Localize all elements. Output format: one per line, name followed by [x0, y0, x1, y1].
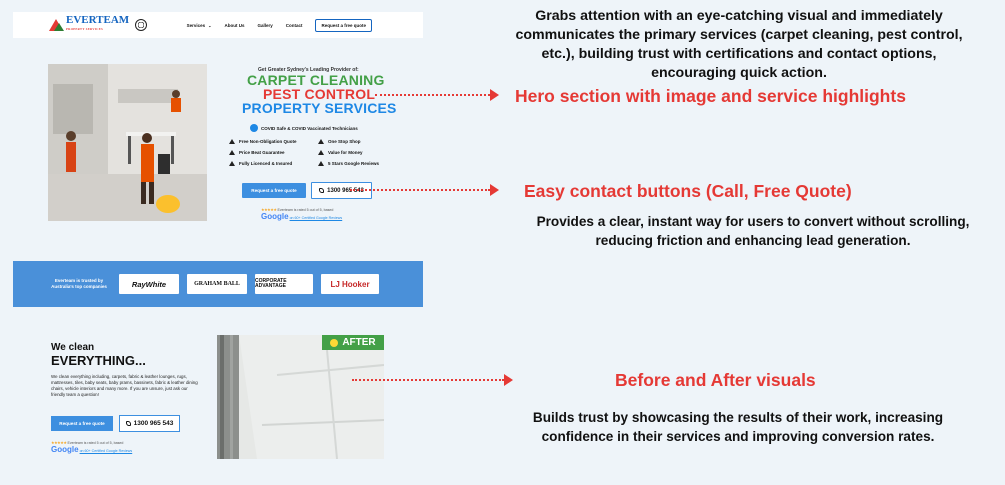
everything-heading: EVERYTHING...	[51, 353, 146, 368]
feature-label: 5 Stars Google Reviews	[328, 161, 380, 166]
google-logo-icon: Google	[51, 445, 79, 454]
reviews-link[interactable]: on 60+ Certified Google Reviews	[289, 216, 343, 220]
star-rating-icon: ★★★★★	[51, 440, 67, 445]
rating-text: Everteam is rated 5 out of 5, based	[67, 441, 124, 445]
logo-tagline: PROPERTY SERVICES	[66, 27, 104, 31]
after-badge	[322, 335, 384, 350]
service-carpet-cleaning: CARPET CLEANING	[247, 72, 385, 88]
phone-icon	[126, 421, 131, 426]
google-logo-icon: Google	[261, 212, 289, 221]
shield-check-icon	[250, 124, 258, 132]
contact-arrow-icon	[350, 185, 500, 195]
trusted-by-text: Everteam is trusted by Australia's top companies	[51, 278, 107, 289]
service-pest-control: PEST CONTROL	[263, 86, 376, 102]
nav-menu	[187, 19, 385, 32]
before-after-arrow-icon	[352, 375, 514, 385]
bullet-icon	[229, 161, 235, 166]
logo-name: EVERTEAM	[66, 14, 130, 26]
after-label: AFTER	[342, 337, 376, 348]
logo-mark-icon	[49, 19, 63, 31]
feature-item	[229, 150, 285, 155]
star-rating-icon: ★★★★★	[261, 207, 277, 212]
before-after-description: Builds trust by showcasing the results of their work, increasing confidence in their services and improving conversion rates.	[532, 410, 944, 444]
graham-ball-logo: GRAHAM BALL	[187, 274, 247, 294]
before-after-heading: Before and After visuals	[615, 370, 816, 390]
site-logo[interactable]	[49, 16, 147, 34]
after-image	[217, 335, 384, 459]
rating-text: Everteam is rated 5 out of 5, based	[277, 208, 334, 212]
trusted-by-bar	[13, 261, 423, 307]
nav-link-contact[interactable]: Contact	[285, 22, 303, 28]
feature-item	[229, 139, 297, 144]
corporate-advantage-logo: CORPORATE ADVANTAGE	[255, 274, 313, 294]
hero-image	[48, 64, 207, 221]
nav-link-services[interactable]: Services	[186, 22, 206, 28]
phone-icon	[319, 188, 324, 193]
bullet-icon	[318, 161, 324, 166]
nav-quote-button[interactable]: Request a free quote	[315, 19, 372, 32]
hero-arrow-icon	[375, 90, 500, 100]
certification-badge-icon	[135, 19, 147, 31]
feature-label: Price Beat Guarantee	[239, 150, 285, 155]
hero-photo-illustration	[48, 64, 207, 221]
clean-google-rating	[51, 440, 132, 454]
raywhite-logo: RayWhite	[119, 274, 179, 294]
contact-buttons-heading: Easy contact buttons (Call, Free Quote)	[524, 181, 852, 201]
feature-item	[318, 150, 363, 155]
covid-text: COVID Safe & COVID Vaccinated Technicians	[261, 125, 358, 131]
service-property-services: PROPERTY SERVICES	[242, 100, 397, 116]
feature-label: Fully Licenced & Insured	[239, 161, 293, 166]
clean-phone-number: 1300 965 543	[133, 420, 174, 427]
feature-label: Value for Money	[328, 150, 363, 155]
feature-item	[318, 139, 361, 144]
we-clean-heading: We clean	[51, 342, 95, 353]
bullet-icon	[318, 139, 324, 144]
clean-quote-button[interactable]: Request a free quote	[51, 416, 113, 431]
hero-google-rating	[261, 207, 342, 221]
contact-buttons-description: Provides a clear, instant way for users to convert without scrolling, reducing friction and enhancing lead generation.	[536, 214, 970, 248]
hero-subtitle: Get Greater Sydney's Leading Provider of:	[258, 67, 359, 73]
feature-label: Free Non-Obligation Quote	[239, 139, 297, 144]
smile-icon	[330, 339, 338, 347]
hero-phone-number: 1300 965 543	[327, 187, 364, 194]
nav-link-gallery[interactable]: Gallery	[257, 22, 273, 28]
feature-item	[318, 161, 379, 166]
reviews-link[interactable]: on 60+ Certified Google Reviews	[79, 449, 133, 453]
floor-photo-illustration	[217, 335, 384, 459]
lj-hooker-logo: LJ Hooker	[321, 274, 379, 294]
feature-item	[229, 161, 292, 166]
covid-badge	[250, 124, 358, 132]
site-header	[13, 12, 423, 38]
bullet-icon	[229, 150, 235, 155]
hero-quote-button[interactable]: Request a free quote	[242, 183, 306, 198]
feature-label: One Stop Shop	[328, 139, 361, 144]
nav-link-about[interactable]: About Us	[224, 22, 245, 28]
bullet-icon	[318, 150, 324, 155]
intro-description: Grabs attention with an eye-catching visual and immediately communicates the primary services (carpet cleaning, pest control, etc.), building trust with certifications and contact options, encouraging quick action.	[515, 8, 963, 81]
hero-section-heading: Hero section with image and service highlights	[515, 86, 906, 106]
bullet-icon	[229, 139, 235, 144]
we-clean-body: We clean everything including, carpets, fabric & leather lounges, rugs, mattresses, tiles, baby seats, baby prams, bassinets, fabric & leather dining chairs, vehicle interiors and many more. If you are unsure, just ask our friendly team a question!	[51, 374, 198, 397]
chevron-down-icon[interactable]: ⌄	[208, 22, 212, 28]
clean-call-button[interactable]	[119, 415, 180, 432]
